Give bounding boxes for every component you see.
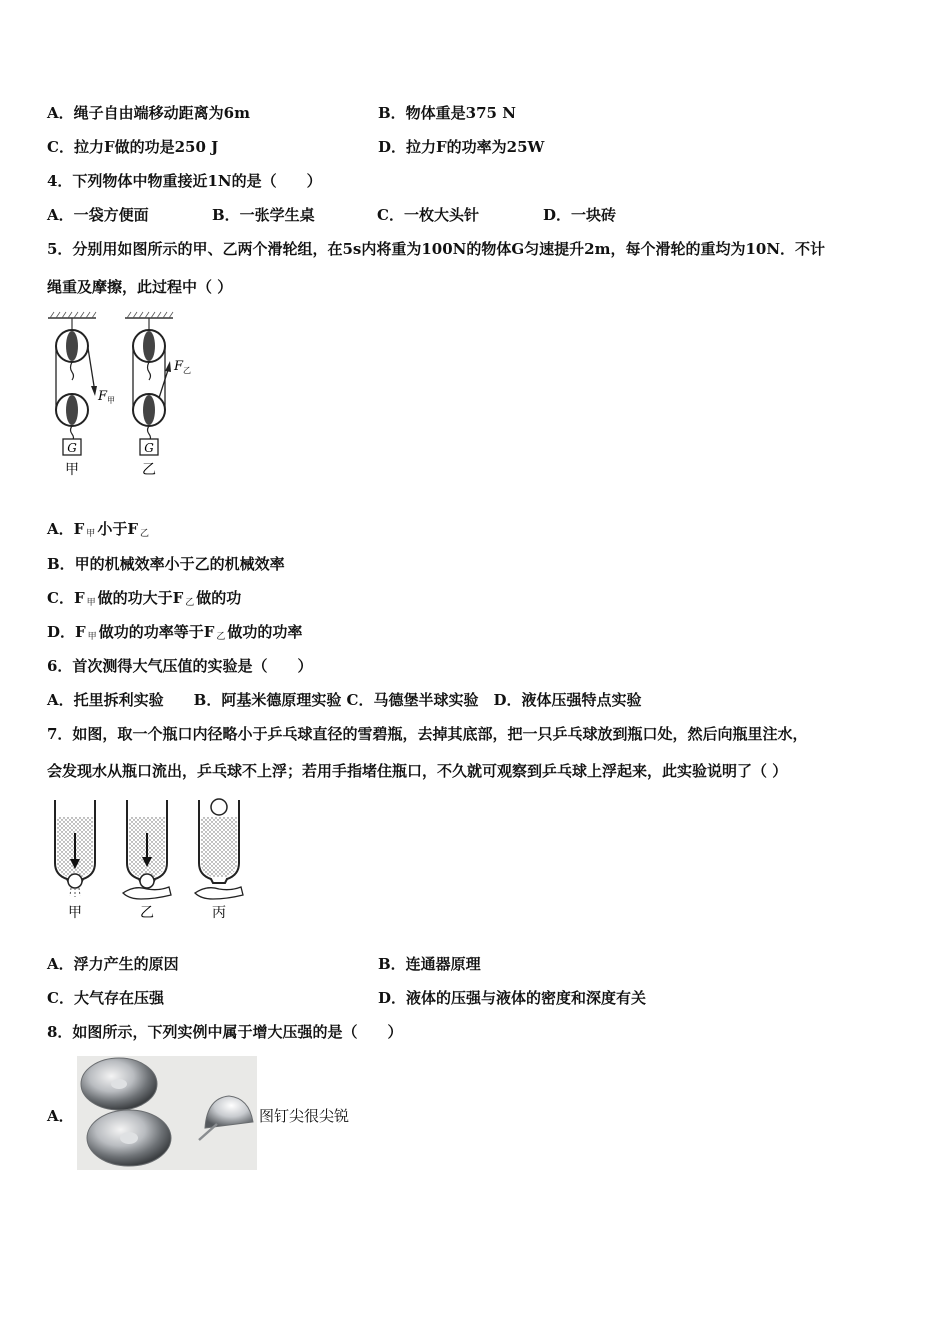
pulley-diagram (40, 308, 220, 483)
q3-option-a: A．绳子自由端移动距离为6m (47, 104, 250, 122)
q6-stem: 6．首次测得大气压值的实验是（ ） (47, 657, 313, 675)
bottle-yi (123, 800, 171, 899)
ceiling-hatch-yi (127, 312, 173, 318)
q5-option-c: C．F $_甲$ 做的功大于F $_乙$ 做的功 (47, 589, 242, 608)
finger-bing (195, 887, 243, 899)
movable-pulley-yi-hub (143, 395, 155, 425)
force-arrow-jia (91, 386, 97, 396)
q7-stem-line-2: 会发现水从瓶口流出，乒乓球不上浮；若用手指堵住瓶口，不久就可观察到乒乓球上浮起来，此实验说明了（ ） (47, 762, 788, 780)
q8-option-a-text: 图钉尖很尖锐 (259, 1107, 350, 1125)
ping-pong-ball-floating (211, 799, 227, 815)
bottle-bing (195, 799, 243, 899)
block-g-jia-label: G (67, 441, 77, 455)
q5-stem-line-1: 5．分别用如图所示的甲、乙两个滑轮组，在5s内将重为100N的物体G匀速提升2m，每个滑轮的重均为10N．不计 (47, 240, 826, 258)
q8-thumbtack-photo (77, 1056, 257, 1170)
q4-option-b: B．一张学生桌 (212, 206, 315, 224)
figure-label-1: 甲 (68, 905, 82, 921)
bottle-diagram (45, 795, 265, 925)
q5-option-a: A．F $_甲$ 小于F $_乙$ (47, 520, 149, 539)
force-arrow-yi (165, 361, 171, 372)
q4-option-d: D．一块砖 (543, 206, 617, 224)
bottle-jia (55, 800, 95, 897)
q4-stem: 4．下列物体中物重接近1N的是（ ） (47, 172, 322, 190)
force-label-yi: $F_乙$ (174, 359, 192, 375)
q7-option-c: C．大气存在压强 (47, 989, 164, 1007)
q4-option-a: A．一袋方便面 (47, 206, 149, 224)
figure-label-3: 丙 (212, 905, 226, 921)
q5-stem-line-2: 绳重及摩擦，此过程中（ ） (47, 278, 233, 296)
force-label-jia: $F_甲$ (98, 389, 116, 405)
thumbtack-image (77, 1056, 257, 1170)
q3-option-c: C．拉力F做的功是250 J (47, 138, 219, 156)
q5-option-b: B．甲的机械效率小于乙的机械效率 (47, 555, 285, 573)
q7-option-b: B．连通器原理 (378, 955, 481, 973)
q7-option-d: D．液体的压强与液体的密度和深度有关 (378, 989, 647, 1007)
fixed-pulley-yi-hub (143, 331, 155, 361)
movable-pulley-jia-hub (66, 395, 78, 425)
figure-label-2: 乙 (140, 905, 154, 921)
q7-option-a: A．浮力产生的原因 (47, 955, 179, 973)
q6-options: A．托里拆利实验 B．阿基米德原理实验 C．马德堡半球实验 D．液体压强特点实验 (47, 691, 642, 709)
finger-yi (123, 887, 171, 899)
q3-option-d: D．拉力F的功率为25W (378, 138, 545, 156)
q7-bottle-figure (45, 795, 265, 925)
q8-option-a-label: A． (47, 1107, 74, 1125)
q5-option-d: D．F $_甲$ 做功的功率等于F $_乙$ 做功的功率 (47, 623, 303, 642)
figure-label-yi: 乙 (142, 462, 156, 478)
figure-label-jia: 甲 (65, 462, 79, 478)
block-g-yi-label: G (144, 441, 154, 455)
q5-pulley-figure (40, 308, 220, 483)
q8-stem: 8．如图所示，下列实例中属于增大压强的是（ ） (47, 1023, 403, 1041)
q4-option-c: C．一枚大头针 (377, 206, 479, 224)
ceiling-hatch-jia (50, 312, 96, 318)
q3-option-b: B．物体重是375 N (378, 104, 516, 122)
q7-stem-line-1: 7．如图，取一个瓶口内径略小于乒乓球直径的雪碧瓶，去掉其底部，把一只乒乓球放到瓶口处，然后向瓶里注水， (47, 725, 808, 743)
fixed-pulley-jia-hub (66, 331, 78, 361)
